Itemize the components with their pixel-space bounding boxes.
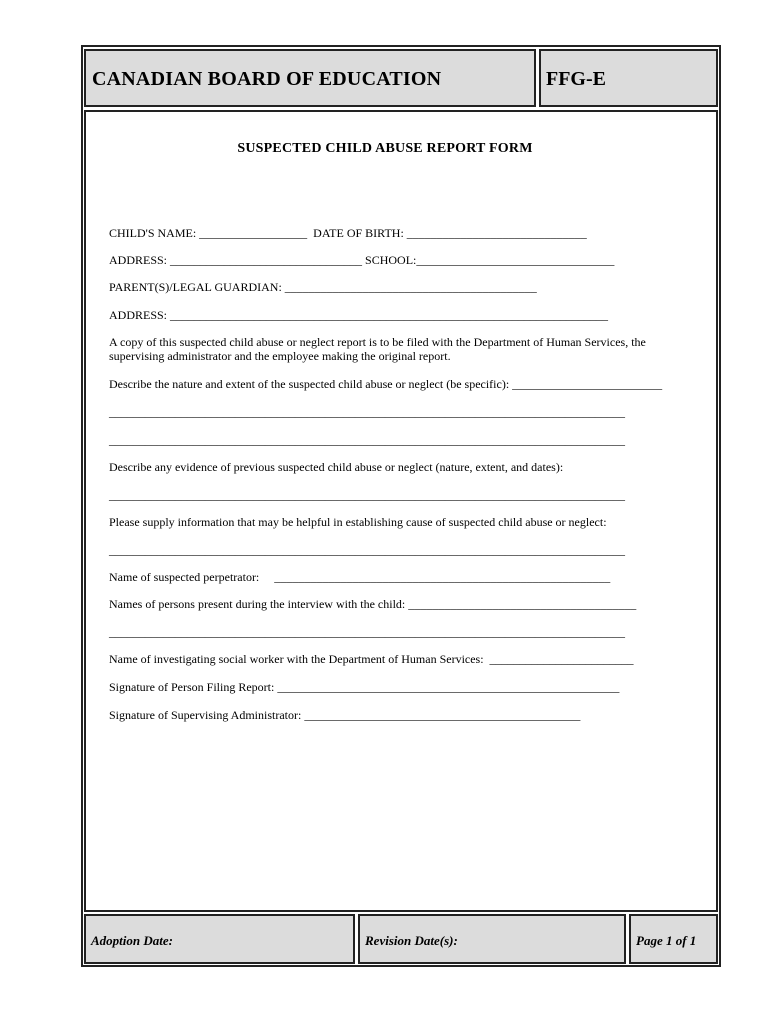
header-code-cell <box>539 49 718 107</box>
nature-extent-line-2[interactable]: ______________________________________________________________________________________ <box>109 405 625 419</box>
adoption-date-label: Adoption Date: <box>91 933 173 948</box>
helpful-info-line[interactable]: ______________________________________________________________________________________ <box>109 543 625 557</box>
footer-page-cell <box>629 914 718 964</box>
footer-adoption-cell <box>84 914 355 964</box>
filing-instructions: A copy of this suspected child abuse or neglect report is to be filed with the Department of Human Services, the supervising administrator and the employee making the original report. <box>109 335 646 363</box>
signature-filer-field[interactable]: Signature of Person Filing Report: _________________________________________________________ <box>109 680 620 694</box>
previous-evidence-label: Describe any evidence of previous suspected child abuse or neglect (nature, extent, and dates): <box>109 460 564 474</box>
parent-guardian-field[interactable]: PARENT(S)/LEGAL GUARDIAN: __________________________________________ <box>109 280 537 294</box>
page-number-label: Page 1 of 1 <box>636 933 697 948</box>
form-title: SUSPECTED CHILD ABUSE REPORT FORM <box>237 141 533 156</box>
helpful-info-label: Please supply information that may be helpful in establishing cause of suspected child abuse or neglect: <box>109 515 607 529</box>
guardian-address-field[interactable]: ADDRESS: _________________________________________________________________________ <box>109 308 609 322</box>
persons-present-line-2[interactable]: ______________________________________________________________________________________ <box>109 625 625 639</box>
social-worker-field[interactable]: Name of investigating social worker with the Department of Human Services: ________________________ <box>109 652 634 666</box>
form-code: FFG-E <box>546 68 606 90</box>
revision-date-label: Revision Date(s): <box>365 933 458 948</box>
nature-extent-field[interactable]: Describe the nature and extent of the suspected child abuse or neglect (be specific): _________________________ <box>109 377 663 391</box>
header-org-cell <box>84 49 536 107</box>
nature-extent-line-3[interactable]: ______________________________________________________________________________________ <box>109 433 625 447</box>
footer-revision-cell <box>358 914 626 964</box>
suspected-perpetrator-field[interactable]: Name of suspected perpetrator: ________________________________________________________ <box>109 570 611 584</box>
org-title: CANADIAN BOARD OF EDUCATION <box>92 68 442 90</box>
address-school-field[interactable]: ADDRESS: ________________________________ SCHOOL:_________________________________ <box>109 253 615 267</box>
previous-evidence-line[interactable]: ______________________________________________________________________________________ <box>109 488 625 502</box>
signature-administrator-field[interactable]: Signature of Supervising Administrator: ______________________________________________ <box>109 708 581 722</box>
persons-present-field[interactable]: Names of persons present during the interview with the child: ______________________________________ <box>109 597 637 611</box>
childs-name-dob-field[interactable]: CHILD'S NAME: __________________ DATE OF BIRTH: ______________________________ <box>109 226 587 240</box>
